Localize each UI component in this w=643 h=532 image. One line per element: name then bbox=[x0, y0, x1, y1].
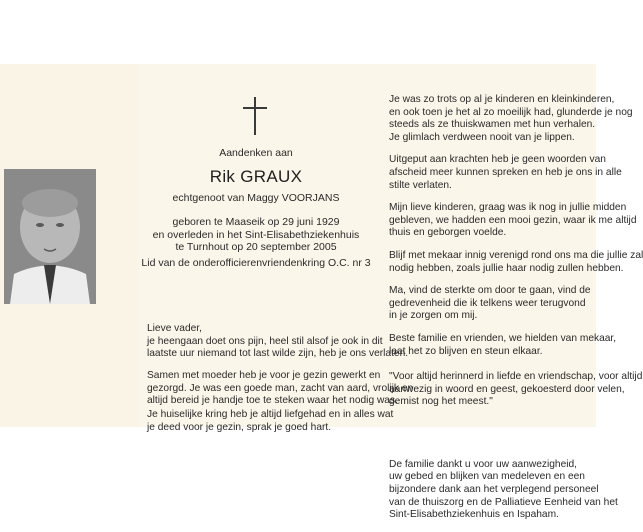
left-paragraph bbox=[147, 409, 393, 434]
text-line: laat het zo blijven en steun elkaar. bbox=[389, 345, 543, 357]
cross-icon bbox=[243, 97, 267, 135]
text-line: Samen met moeder heb je voor je gezin gewerkt en bbox=[147, 370, 381, 381]
portrait-photo bbox=[4, 169, 96, 304]
text-line: "Voor altijd herinnerd in liefde en vriendschap, voor altijd bbox=[389, 371, 643, 383]
text-line: De familie dankt u voor uw aanwezigheid, bbox=[389, 458, 578, 470]
left-paragraph bbox=[147, 323, 408, 361]
portrait-illustration bbox=[4, 169, 96, 304]
life-line: en overleden in het Sint-Elisabethziekenhuis bbox=[152, 228, 360, 241]
text-line: afscheid meer kunnen spreken en heb je ons in alle bbox=[389, 166, 622, 178]
right-paragraph bbox=[389, 154, 622, 192]
text-line: Mijn lieve kinderen, graag was ik nog in jullie midden bbox=[389, 202, 627, 214]
right-paragraph bbox=[389, 202, 637, 240]
text-line: in je zorgen om mij. bbox=[389, 310, 478, 322]
text-line: gemist nog het meest." bbox=[389, 396, 493, 408]
text-line: aanwezig in woord en geest, gekoesterd door velen, bbox=[389, 383, 625, 395]
deceased-name: Rik GRAUX bbox=[209, 167, 303, 186]
text-line: gebleven, we hadden een mooi gezin, waar ik me altijd bbox=[389, 214, 637, 226]
life-line: geboren te Maaseik op 29 juni 1929 bbox=[172, 216, 340, 228]
text-line: Beste familie en vrienden, we hielden van mekaar, bbox=[389, 332, 617, 344]
association-line: Lid van de onderofficierenvriendenkring O.C. nr 3 bbox=[141, 257, 371, 269]
spouse-line: echtgenoot van Maggy VOORJANS bbox=[172, 192, 340, 204]
text-line: je heengaan doet ons pijn, heel stil alsof je ook in dit bbox=[147, 335, 383, 347]
photo-panel bbox=[0, 64, 138, 427]
text-line: nodig hebben, zoals jullie haar nodig zullen hebben. bbox=[389, 262, 624, 274]
text-line: uw gebed en blijken van medeleven en een bbox=[389, 471, 585, 483]
text-line: Je was zo trots op al je kinderen en kleinkinderen, bbox=[389, 94, 615, 105]
right-paragraph bbox=[389, 94, 633, 144]
quote-paragraph bbox=[389, 371, 643, 409]
right-paragraph bbox=[389, 285, 594, 323]
text-line: Je huiselijke kring heb je altijd liefgehad en in alles wat bbox=[147, 409, 394, 420]
text-line: van de thuiszorg en de Palliatieve Eenheid van het bbox=[389, 496, 618, 508]
text-line: Sint-Elisabethziekenhuis en Ispaham. bbox=[389, 509, 559, 521]
right-paragraph bbox=[389, 249, 643, 275]
right-column bbox=[389, 94, 643, 532]
text-line: Blijf met mekaar innig verenigd rond ons ma die jullie zal bbox=[389, 249, 643, 261]
life-dates bbox=[140, 216, 372, 254]
text-line: laatste uur niemand tot last wilde zijn, heb je ons verlaten. bbox=[147, 348, 409, 360]
thanks-paragraph bbox=[389, 458, 618, 522]
text-line: Ma, vind de sterkte om door te gaan, vind de bbox=[389, 285, 591, 297]
text-line: steeds als ze thuiskwamen met hun verhalen. bbox=[389, 119, 596, 131]
text-line: bijzondere dank aan het verplegend personeel bbox=[389, 484, 599, 496]
left-paragraph bbox=[147, 370, 413, 408]
life-line: te Turnhout op 20 september 2005 bbox=[175, 241, 337, 254]
text-line: je deed voor je gezin, sprak je goed hart. bbox=[147, 421, 332, 433]
text-line: gezorgd. Je was een goede man, zacht van aard, vrolijk en bbox=[147, 382, 414, 394]
text-line: Uitgeput aan krachten heb je geen woorden van bbox=[389, 154, 606, 166]
text-line: gedrevenheid die ik telkens weer terugvond bbox=[389, 297, 586, 309]
right-paragraph bbox=[389, 332, 617, 358]
text-line: altijd bereid je handje toe te steken waar het nodig was. bbox=[147, 395, 398, 407]
text-line: Je glimlach verdween nooit van je lippen. bbox=[389, 131, 575, 143]
text-line: thuis en geborgen voelde. bbox=[389, 227, 507, 239]
remembrance-label: Aandenken aan bbox=[219, 147, 293, 159]
text-line: Lieve vader, bbox=[147, 323, 202, 334]
text-line: en ook toen je het al zo moeilijk had, glunderde je nog bbox=[389, 106, 633, 118]
text-line: stilte verlaten. bbox=[389, 179, 452, 191]
